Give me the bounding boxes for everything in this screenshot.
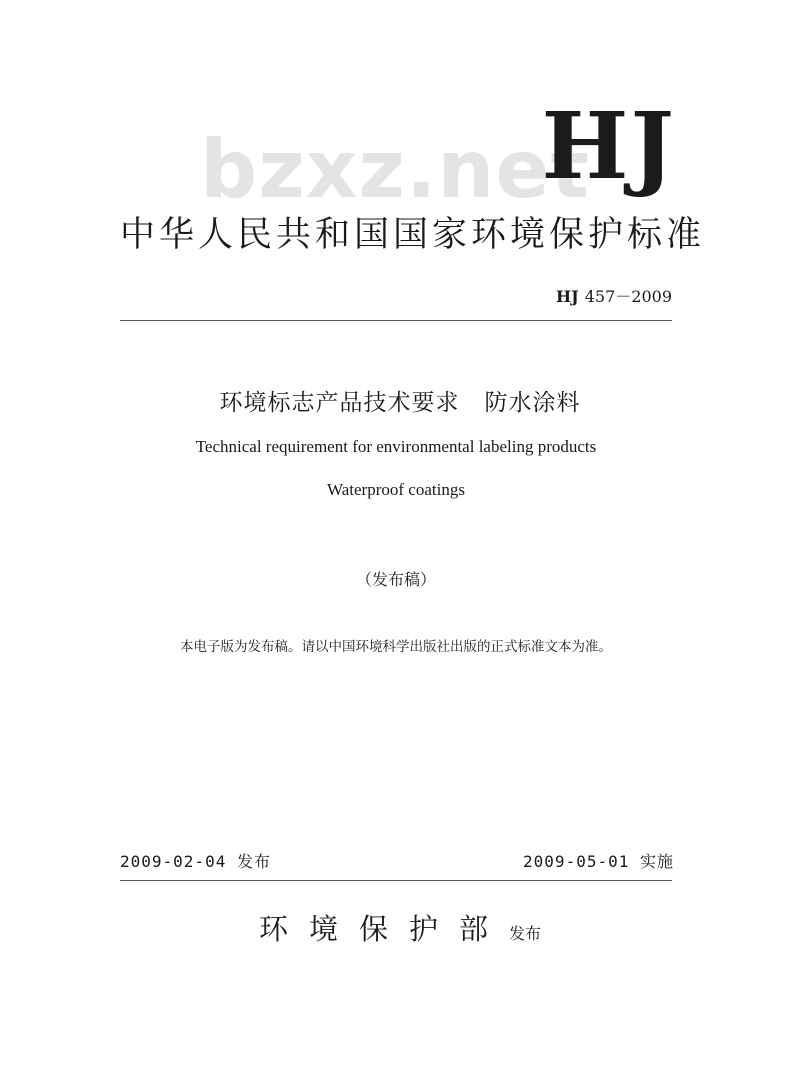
- title-english-line1: Technical requirement for environmental labeling products: [195, 437, 597, 456]
- standard-category-heading: 中华人民共和国国家环境保护标准: [120, 215, 706, 255]
- watermark: bzxz.net: [200, 123, 590, 216]
- standard-number: [556, 287, 672, 306]
- issue-date: 2009-02-04 发布: [120, 852, 271, 871]
- bottom-divider: [120, 880, 672, 881]
- notice-text: 本电子版为发布稿。请以中国环境科学出版社出版的正式标准文本为准。: [180, 639, 612, 655]
- title-english-line2: Waterproof coatings: [327, 480, 465, 499]
- draft-status: （发布稿）: [355, 570, 436, 589]
- publisher: [0, 912, 800, 947]
- standard-number-prefix: HJ: [556, 287, 579, 306]
- implementation-date: 2009-05-01 实施: [523, 852, 674, 871]
- top-divider: [120, 320, 672, 321]
- publisher-suffix: 发布: [509, 924, 542, 943]
- publisher-name: 环境保护部: [258, 912, 509, 946]
- title-chinese: 环境标志产品技术要求 防水涂料: [219, 390, 581, 416]
- standard-number-value: 457－2009: [584, 287, 672, 306]
- hj-logo: HJ: [541, 92, 676, 200]
